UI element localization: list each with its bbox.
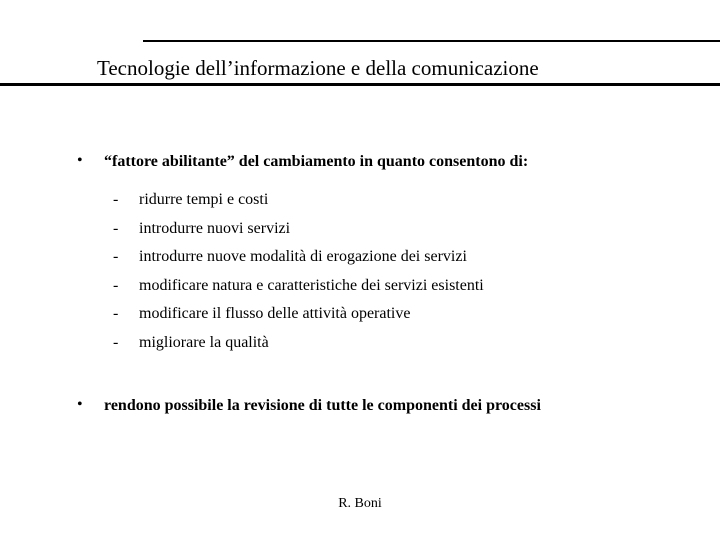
list-item-text: ridurre tempi e costi (139, 191, 269, 208)
dash-marker: - (113, 191, 119, 208)
list-item-text: migliorare la qualità (139, 333, 269, 351)
title-rule-top (143, 40, 720, 42)
dash-marker: - (113, 219, 119, 237)
bullet-text: rendono possibile la revisione di tutte le componenti dei processi (104, 397, 541, 414)
dash-marker: - (113, 276, 119, 294)
bullet-marker: • (77, 152, 83, 169)
dash-marker: - (113, 248, 119, 266)
list-item-text: introdurre nuove modalità di erogazione dei servizi (139, 248, 467, 266)
list-item-text: introdurre nuovi servizi (139, 219, 291, 237)
bullet-text: “fattore abilitante” del cambiamento in quanto consentono di: (104, 153, 529, 170)
list-item-text: modificare natura e caratteristiche dei servizi esistenti (139, 276, 484, 294)
list-item (113, 219, 484, 248)
list-item (113, 247, 484, 276)
list-item (113, 190, 484, 219)
bullet-marker: • (77, 396, 83, 413)
list-item (113, 276, 484, 305)
list-item (113, 304, 484, 333)
slide-title: Tecnologie dell’informazione e della comunicazione (97, 56, 539, 80)
dash-marker: - (113, 333, 119, 351)
footer-author: R. Boni (338, 496, 382, 511)
title-rule-bottom (0, 83, 720, 86)
dash-marker: - (113, 305, 119, 323)
list-item (113, 333, 484, 362)
list-item-text: modificare il flusso delle attività operative (139, 305, 411, 323)
sub-list (113, 190, 484, 362)
